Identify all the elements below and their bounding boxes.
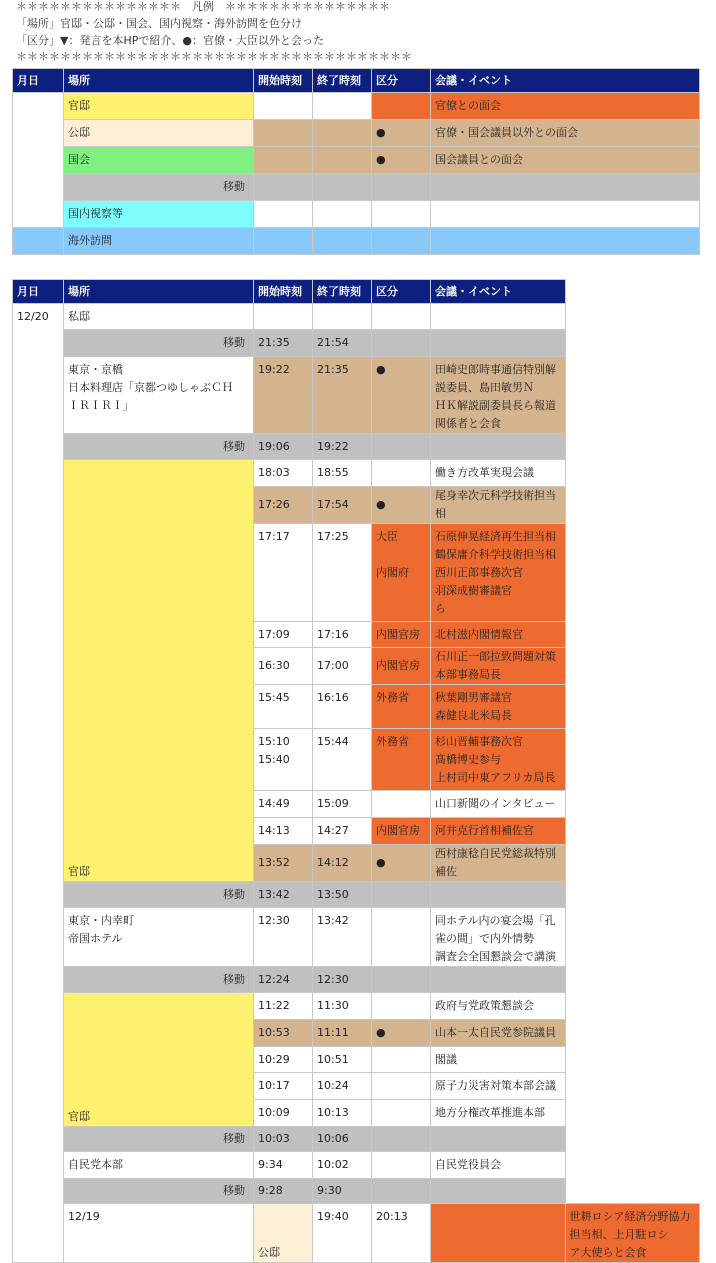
start-time: 14:49 [254, 791, 313, 818]
legend-place-idou: 移動 [64, 174, 254, 201]
kubun-cell: 内閣官房 [372, 818, 431, 845]
start-time: 14:13 [254, 818, 313, 845]
legend-line: ＊＊＊＊＊＊＊＊＊＊＊＊＊＊＊＊＊＊＊＊＊＊＊＊＊＊＊＊＊＊＊＊＊＊＊＊ [16, 50, 412, 63]
legend-place-kaigai: 海外訪問 [64, 228, 254, 255]
event-cell: 閣議 [431, 1047, 566, 1073]
cell [372, 1152, 431, 1179]
cell [431, 967, 566, 993]
kubun-cell: ● [372, 357, 431, 434]
kubun-cell: 外務省 [372, 729, 431, 791]
end-time: 14:12 [313, 845, 372, 882]
cell [372, 967, 431, 993]
header-day: 月日 [13, 280, 64, 304]
kubun-cell [372, 524, 431, 622]
kubun-line: 大臣 [376, 530, 398, 543]
cell [372, 993, 431, 1020]
end-time: 20:13 [372, 1204, 431, 1263]
place-line: ＩＲＩＲＩ」 [68, 399, 134, 412]
header-start: 開始時刻 [254, 280, 313, 304]
header-day: 月日 [13, 69, 64, 93]
end-time: 10:02 [313, 1152, 372, 1179]
end-time: 16:16 [313, 685, 372, 729]
legend-day-cell [13, 93, 64, 228]
cell [313, 120, 372, 147]
cell [254, 201, 313, 228]
kubun-line: 内閣府 [376, 566, 409, 579]
header-kubun: 区分 [372, 280, 431, 304]
event-line: 調査会全国懇談会で講演 [435, 950, 556, 963]
event-cell: 西村康稔自民党総裁特別補佐 [431, 845, 566, 882]
start-time: 15:45 [254, 685, 313, 729]
legend-place-kokkai: 国会 [64, 147, 254, 174]
header-end: 終了時刻 [313, 280, 372, 304]
end-time: 17:00 [313, 648, 372, 685]
place-cell [64, 357, 254, 434]
end-time: 13:42 [313, 908, 372, 967]
cell [372, 434, 431, 460]
header-kubun: 区分 [372, 69, 431, 93]
event-line: 秋葉剛男審議官 [435, 691, 512, 704]
end-time: 17:54 [313, 487, 372, 524]
time-line: 15:40 [258, 753, 290, 766]
legend-kubun-kokkai: ● [372, 147, 431, 174]
start-time: 17:09 [254, 622, 313, 648]
place-line: 日本料理店「京都つゆしゃぶＣＨ [68, 381, 233, 394]
event-cell: 地方分権改革推進本部 [431, 1100, 566, 1127]
event-cell: 自民党役員会 [431, 1152, 566, 1179]
cell [13, 228, 64, 255]
event-line: 世耕ロシア経済分野協力担当相、上月駐ロシ [569, 1210, 691, 1241]
cell [372, 201, 431, 228]
date-cell: 12/19 [64, 1204, 254, 1263]
cell [372, 330, 431, 357]
end-time: 11:11 [313, 1020, 372, 1047]
kubun-cell: 外務省 [372, 685, 431, 729]
legend-event-kantei: 官僚との面会 [431, 93, 700, 120]
start-time: 10:17 [254, 1073, 313, 1100]
legend-line: 「区分」▼：発言を本HPで紹介、●：官僚・大臣以外と会った [16, 34, 324, 47]
cell [431, 228, 700, 255]
end-time: 17:25 [313, 524, 372, 622]
event-line: 田崎史郎時事通信特別解説委員、島田敏男Ｎ [435, 363, 556, 394]
event-line: 石原伸晃経済再生担当相 [435, 530, 556, 543]
cell [431, 1127, 566, 1152]
event-line: 同ホテル内の宴会場「孔雀の間」で内外情勢 [435, 914, 556, 945]
legend-line: 「場所」官邸・公邸・国会、国内視察・海外訪問を色分け [16, 17, 302, 30]
start-time: 13:42 [254, 882, 313, 908]
place-cell [64, 908, 254, 967]
event-cell: 原子力災害対策本部会議 [431, 1073, 566, 1100]
start-time: 19:40 [313, 1204, 372, 1263]
event-line: 杉山晋輔事務次官 [435, 735, 523, 748]
event-cell: 河井克行首相補佐官 [431, 818, 566, 845]
header-place: 場所 [64, 280, 254, 304]
cell [372, 174, 431, 201]
event-cell [565, 1204, 700, 1263]
cell [431, 330, 566, 357]
cell [254, 93, 313, 120]
place-cell: 自民党本部 [64, 1152, 254, 1179]
cell [313, 304, 372, 330]
event-cell: 政府与党政策懇談会 [431, 993, 566, 1020]
start-time: 16:30 [254, 648, 313, 685]
place-line: 帝国ホテル [68, 932, 123, 945]
end-time: 10:51 [313, 1047, 372, 1073]
header-event: 会議・イベント [431, 69, 700, 93]
kubun-cell: ● [372, 1020, 431, 1047]
header-event: 会議・イベント [431, 280, 566, 304]
end-time: 18:55 [313, 460, 372, 487]
cell [372, 1100, 431, 1127]
cell [372, 1047, 431, 1073]
event-cell: 尾身幸次元科学技術担当相 [431, 487, 566, 524]
cell [431, 434, 566, 460]
start-time: 13:52 [254, 845, 313, 882]
event-cell [431, 908, 566, 967]
start-time: 9:34 [254, 1152, 313, 1179]
cell [313, 201, 372, 228]
cell [431, 201, 700, 228]
cell [372, 1127, 431, 1152]
start-time: 11:22 [254, 993, 313, 1020]
start-time: 10:53 [254, 1020, 313, 1047]
event-line: ら [435, 602, 446, 615]
place-kotei: 公邸 [254, 1204, 313, 1263]
kubun-cell: ● [372, 845, 431, 882]
header-place: 場所 [64, 69, 254, 93]
end-time: 14:27 [313, 818, 372, 845]
event-line: ア大使らと会食 [569, 1246, 647, 1259]
end-time: 13:50 [313, 882, 372, 908]
legend-line: ＊＊＊＊＊＊＊＊＊＊＊＊＊＊＊ 凡例 ＊＊＊＊＊＊＊＊＊＊＊＊＊＊＊ [16, 0, 390, 13]
cell [372, 228, 431, 255]
legend-event-kotei: 官僚・国会議員以外との面会 [431, 120, 700, 147]
kubun-cell: 内閣官房 [372, 622, 431, 648]
end-time: 9:30 [313, 1179, 372, 1204]
end-time: 12:30 [313, 967, 372, 993]
legend-place-kantei: 官邸 [64, 93, 254, 120]
cell [372, 460, 431, 487]
end-time: 15:09 [313, 791, 372, 818]
event-cell [431, 685, 566, 729]
start-time: 9:28 [254, 1179, 313, 1204]
event-cell [431, 357, 566, 434]
start-time: 10:29 [254, 1047, 313, 1073]
end-time: 15:44 [313, 729, 372, 791]
legend-place-shisatsu: 国内視察等 [64, 201, 254, 228]
event-line: 上村司中東アフリカ局長 [435, 771, 556, 784]
kubun-cell: 内閣官房 [372, 648, 431, 685]
event-cell [431, 524, 566, 622]
cell [313, 93, 372, 120]
end-time: 21:35 [313, 357, 372, 434]
cell [254, 147, 313, 174]
event-cell: 働き方改革実現会議 [431, 460, 566, 487]
start-time: 12:24 [254, 967, 313, 993]
place-kantei: 官邸 [64, 993, 254, 1127]
start-time: 17:26 [254, 487, 313, 524]
event-line: ＨＫ解説副委員長ら報道関係者と会食 [435, 399, 556, 430]
event-line: 森健良北米局長 [435, 709, 512, 722]
end-time: 10:24 [313, 1073, 372, 1100]
legend-kubun-kotei: ● [372, 120, 431, 147]
end-time: 21:54 [313, 330, 372, 357]
place-cell: 私邸 [64, 304, 254, 330]
move-cell: 移動 [64, 967, 254, 993]
event-cell [431, 729, 566, 791]
header-start: 開始時刻 [254, 69, 313, 93]
legend-table [12, 68, 700, 255]
start-time: 10:03 [254, 1127, 313, 1152]
place-kantei: 官邸 [64, 460, 254, 882]
legend-place-kotei: 公邸 [64, 120, 254, 147]
cell [313, 174, 372, 201]
move-cell: 移動 [64, 434, 254, 460]
place-line: 東京・内幸町 [68, 914, 134, 927]
kubun-cell: ● [372, 487, 431, 524]
start-time: 19:22 [254, 357, 313, 434]
end-time: 11:30 [313, 993, 372, 1020]
event-line: 髙橋博史参与 [435, 753, 501, 766]
cell [372, 1073, 431, 1100]
cell [372, 908, 431, 967]
move-cell: 移動 [64, 330, 254, 357]
start-time: 12:30 [254, 908, 313, 967]
start-time: 18:03 [254, 460, 313, 487]
header-end: 終了時刻 [313, 69, 372, 93]
event-cell: 山本一太自民党参院議員 [431, 1020, 566, 1047]
cell [254, 120, 313, 147]
move-cell: 移動 [64, 882, 254, 908]
start-time: 21:35 [254, 330, 313, 357]
end-time: 19:22 [313, 434, 372, 460]
cell [313, 147, 372, 174]
start-time [254, 729, 313, 791]
cell [313, 228, 372, 255]
end-time: 10:13 [313, 1100, 372, 1127]
cell [431, 174, 700, 201]
start-time: 17:17 [254, 524, 313, 622]
cell [372, 304, 431, 330]
event-line: 鶴保庸介科学技術担当相 [435, 548, 556, 561]
event-cell: 山口新聞のインタビュー [431, 791, 566, 818]
cell [372, 791, 431, 818]
start-time: 19:06 [254, 434, 313, 460]
schedule-table [12, 279, 700, 1263]
move-cell: 移動 [64, 1127, 254, 1152]
end-time: 17:16 [313, 622, 372, 648]
event-line: 羽深成樹審議官 [435, 584, 512, 597]
move-cell: 移動 [64, 1179, 254, 1204]
cell [254, 228, 313, 255]
end-time: 10:06 [313, 1127, 372, 1152]
place-line: 東京・京橋 [68, 363, 123, 376]
start-time: 10:09 [254, 1100, 313, 1127]
cell [431, 304, 566, 330]
cell [254, 174, 313, 201]
cell [431, 1204, 566, 1263]
event-cell: 石川正一郎拉致問題対策本部事務局長 [431, 648, 566, 685]
cell [372, 93, 431, 120]
date-cell: 12/20 [13, 304, 64, 1263]
cell [372, 882, 431, 908]
cell [431, 882, 566, 908]
legend-event-kokkai: 国会議員との面会 [431, 147, 700, 174]
time-line: 15:10 [258, 735, 290, 748]
cell [254, 304, 313, 330]
event-line: 西川正郎事務次官 [435, 566, 523, 579]
event-cell: 北村滋内閣情報官 [431, 622, 566, 648]
